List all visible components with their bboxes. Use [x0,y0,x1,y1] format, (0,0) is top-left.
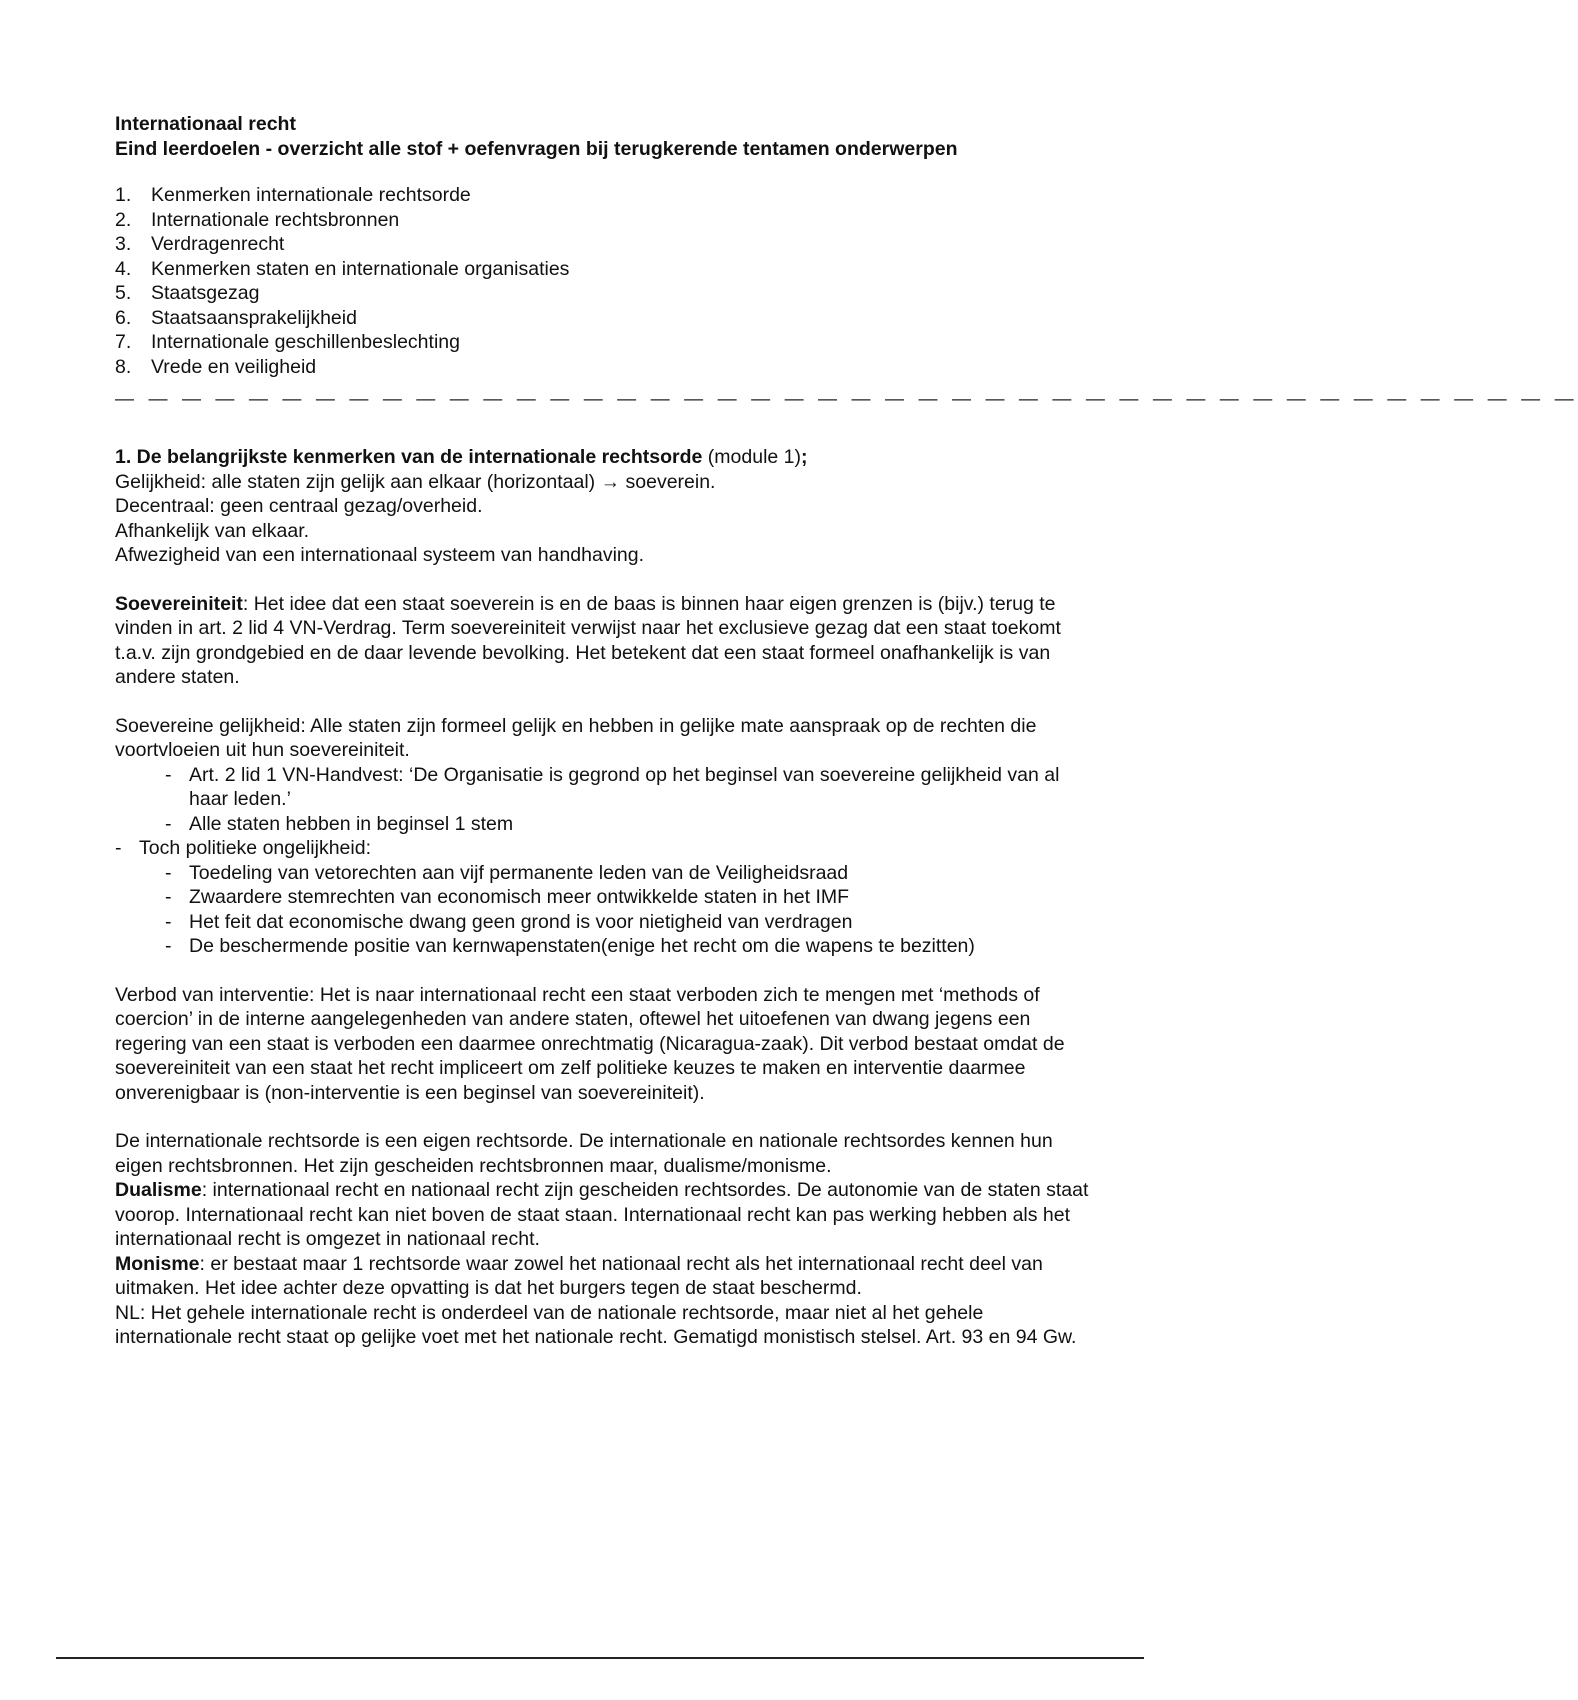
nl-paragraph: NL: Het gehele internationale recht is onderdeel van de nationale rechtsorde, maar niet al het gehele internationale recht staat op gelijke voet met het nationale recht. Gematigd monistisch stelsel. Art. 93 en 94 Gw. [115,1301,1077,1348]
document-subtitle: Eind leerdoelen - overzicht alle stof + oefenvragen bij terugkerende tentamen onderwerpen [115,137,958,160]
sovereign-equality-paragraph: Soevereine gelijkheid: Alle staten zijn formeel gelijk en hebben in gelijke mate aanspraak op de rechten die voortvloeien uit hun soevereiniteit. [115,714,1037,761]
inequality-list [115,836,1095,861]
intro-line: Gelijkheid: alle staten zijn gelijk aan elkaar (horizontaal) → soeverein. [115,470,716,493]
intervention-paragraph: Verbod van interventie: Het is naar internationaal recht een staat verboden zich te mengen met ‘methods of coercion’ in de interne aangelegenheden van andere staten, oftewel het uitoefenen van dwang jegens een regering van een staat is verboden een daarmee onrechtmatig (Nicaragua-zaak). Dit verbod bestaat omdat de soevereiniteit van een staat het recht impliceert om zelf politieke keuzes te maken en interventie daarmee onverenigbaar is (non-interventie is een beginsel van soevereiniteit). [115,983,1065,1104]
intro-line: Afhankelijk van elkaar. [115,519,310,542]
list-item: - Zwaardere stemrechten van economisch meer ontwikkelde staten in het IMF [165,885,1095,910]
document-page [115,112,1578,1350]
intro-line: Afwezigheid van een internationaal systeem van handhaving. [115,544,645,566]
list-item: - Art. 2 lid 1 VN-Handvest: ‘De Organisatie is gegrond op het beginsel van soevereine gelijkheid van al haar leden.’ [165,763,1095,812]
sovereignty-paragraph: Soevereiniteit: Het idee dat een staat soeverein is en de baas is binnen haar eigen grenzen is (bijv.) terug te vinden in art. 2 lid 4 VN-Verdrag. Term soevereiniteit verwijst naar het exclusieve gezag dat een staat toekomt t.a.v. zijn grondgebied en de daar levende bevolking. Het betekent dat een staat formeel onafhankelijk is van andere staten. [115,592,1061,688]
footer-rule [56,1657,1144,1659]
inequality-sublist [165,861,1095,959]
list-item: - De beschermende positie van kernwapenstaten(enige het recht om die wapens te bezitten) [165,934,1095,959]
table-of-contents [115,183,1095,379]
toc-item: 2. Internationale rechtsbronnen [115,208,400,231]
monism-paragraph: Monisme: er bestaat maar 1 rechtsorde waar zowel het nationaal recht als het internationaal recht deel van uitmaken. Het idee achter deze opvatting is dat het burgers tegen de staat beschermd. [115,1252,1043,1299]
toc-item: 3. Verdragenrecht [115,233,285,255]
list-item: - Het feit dat economische dwang geen grond is voor nietigheid van verdragen [165,910,1095,935]
list-item: - Alle staten hebben in beginsel 1 stem [165,812,1095,837]
toc-item: 7. Internationale geschillenbeslechting [115,331,460,353]
dashed-divider: — — — — — — — — — — — — — — — — — — — — — — — — — — — — — — — — — — — — — — — — — — — — [115,389,1578,410]
toc-item: 6. Staatsaansprakelijkheid [115,306,357,329]
dualism-paragraph: Dualisme: internationaal recht en nationaal recht zijn gescheiden rechtsordes. De autonomie van de staten staat voorop. Internationaal recht kan niet boven de staat staan. Internationaal recht kan pas werking hebben als het internationaal recht is omgezet in nationaal recht. [115,1179,1089,1250]
equality-sublist [165,763,1095,837]
toc-item: 1. Kenmerken internationale rechtsorde [115,184,471,206]
document-title: Internationaal recht [115,113,296,135]
toc-item: 5. Staatsgezag [115,282,260,304]
section-heading: 1. De belangrijkste kenmerken van de internationale rechtsorde (module 1); [115,446,808,468]
list-item: - Toch politieke ongelijkheid: [115,836,1095,861]
toc-item: 4. Kenmerken staten en internationale organisaties [115,257,570,280]
intro-line: Decentraal: geen centraal gezag/overheid. [115,495,483,517]
toc-item: 8. Vrede en veiligheid [115,355,317,378]
list-item: - Toedeling van vetorechten aan vijf permanente leden van de Veiligheidsraad [165,861,1095,886]
legal-order-paragraph: De internationale rechtsorde is een eigen rechtsorde. De internationale en nationale rechtsordes kennen hun eigen rechtsbronnen. Het zijn gescheiden rechtsbronnen maar, dualisme/monisme. [115,1130,1053,1177]
